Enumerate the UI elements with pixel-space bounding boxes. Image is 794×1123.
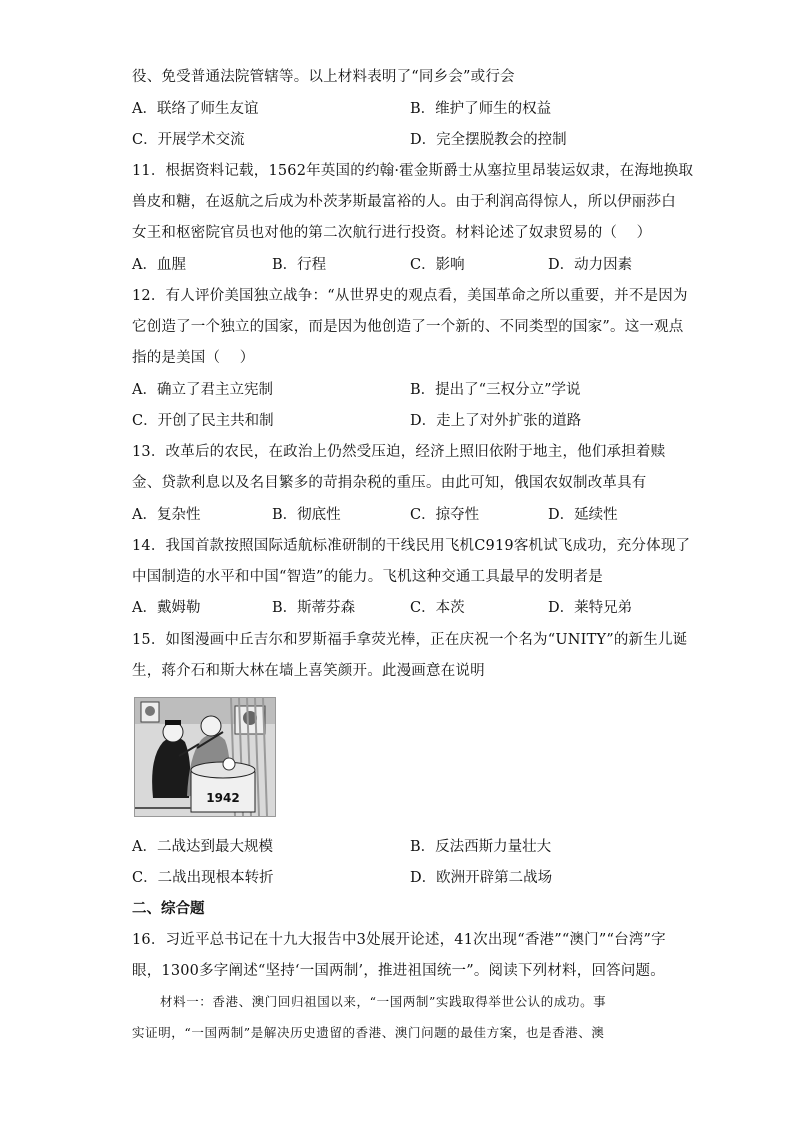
q11-stem-line-2: 兽皮和糖，在返航之后成为朴茨茅斯最富裕的人。由于利润高得惊人，所以伊丽莎白	[132, 194, 676, 210]
q13-option-c: C．掠夺性	[410, 507, 480, 523]
q13-option-b: B．彻底性	[272, 507, 341, 523]
q10-option-b: B．维护了师生的权益	[410, 101, 552, 117]
section-title: 二、综合题	[132, 901, 205, 917]
q11-option-d: D．动力因素	[548, 257, 633, 273]
q12-option-b: B．提出了“三权分立”学说	[410, 382, 581, 398]
q12-stem-line-1: 12．有人评价美国独立战争：“从世界史的观点看，美国革命之所以重要，并不是因为	[132, 288, 688, 304]
q11-option-a: A．血腥	[132, 257, 186, 273]
q11-stem-line-1: 11．根据资料记载，1562年英国的约翰·霍金斯爵士从塞拉里昂装运奴隶，在海地换取	[132, 163, 694, 179]
q15-option-d: D．欧洲开辟第二战场	[410, 870, 553, 886]
q10-option-d: D．完全摆脱教会的控制	[410, 132, 567, 148]
q11-stem-line-3: 女王和枢密院官员也对他的第二次航行进行投资。材料论述了奴隶贸易的（ ）	[132, 225, 652, 241]
q15-stem-line-1: 15．如图漫画中丘吉尔和罗斯福手拿荧光棒，正在庆祝一个名为“UNITY”的新生儿诞	[132, 632, 688, 648]
q12-option-a: A．确立了君主立宪制	[132, 382, 273, 398]
q13-stem-line-1: 13．改革后的农民，在政治上仍然受压迫，经济上照旧依附于地主，他们承担着赎	[132, 444, 666, 460]
q15-option-c: C．二战出现根本转折	[132, 870, 274, 886]
q16-stem-line-2: 眼，1300多字阐述“坚持‘一国两制’，推进祖国统一”。阅读下列材料，回答问题。	[132, 963, 665, 979]
q13-option-a: A．复杂性	[132, 507, 201, 523]
q16-stem-line-1: 16．习近平总书记在十九大报告中3处展开论述，41次出现“香港”“澳门”“台湾”字	[132, 932, 666, 948]
material-line-2: 实证明，“一国两制”是解决历史遗留的香港、澳门问题的最佳方案，也是香港、澳	[132, 1025, 605, 1040]
q12-option-d: D．走上了对外扩张的道路	[410, 413, 582, 429]
q14-option-c: C．本茨	[410, 600, 465, 616]
q14-option-b: B．斯蒂芬森	[272, 600, 356, 616]
q13-option-d: D．延续性	[548, 507, 618, 523]
q13-stem-line-2: 金、贷款利息以及名目繁多的苛捐杂税的重压。由此可知，俄国农奴制改革具有	[132, 475, 647, 491]
q11-option-c: C．影响	[410, 257, 465, 273]
q14-stem-line-1: 14．我国首款按照国际适航标准研制的干线民用飞机C919客机试飞成功，充分体现了	[132, 538, 691, 554]
q14-option-a: A．戴姆勒	[132, 600, 201, 616]
q15-option-b: B．反法西斯力量壮大	[410, 839, 552, 855]
political-cartoon-image	[134, 697, 276, 817]
q10-stem-line: 役、免受普通法院管辖等。以上材料表明了“同乡会”或行会	[132, 69, 515, 85]
material-line-1: 材料一：香港、澳门回归祖国以来，“一国两制”实践取得举世公认的成功。事	[160, 994, 607, 1009]
q10-option-c: C．开展学术交流	[132, 132, 245, 148]
q14-option-d: D．莱特兄弟	[548, 600, 633, 616]
q12-option-c: C．开创了民主共和制	[132, 413, 274, 429]
cartoon-year-label: 1942	[206, 791, 240, 805]
q11-option-b: B．行程	[272, 257, 327, 273]
q15-stem-line-2: 生，蒋介石和斯大林在墙上喜笑颜开。此漫画意在说明	[132, 663, 485, 679]
q10-option-a: A．联络了师生友谊	[132, 101, 259, 117]
q15-option-a: A．二战达到最大规模	[132, 839, 273, 855]
q12-stem-line-3: 指的是美国（ ）	[132, 350, 255, 366]
q14-stem-line-2: 中国制造的水平和中国“智造”的能力。飞机这种交通工具最早的发明者是	[132, 569, 603, 585]
q12-stem-line-2: 它创造了一个独立的国家，而是因为他创造了一个新的、不同类型的国家”。这一观点	[132, 319, 684, 335]
